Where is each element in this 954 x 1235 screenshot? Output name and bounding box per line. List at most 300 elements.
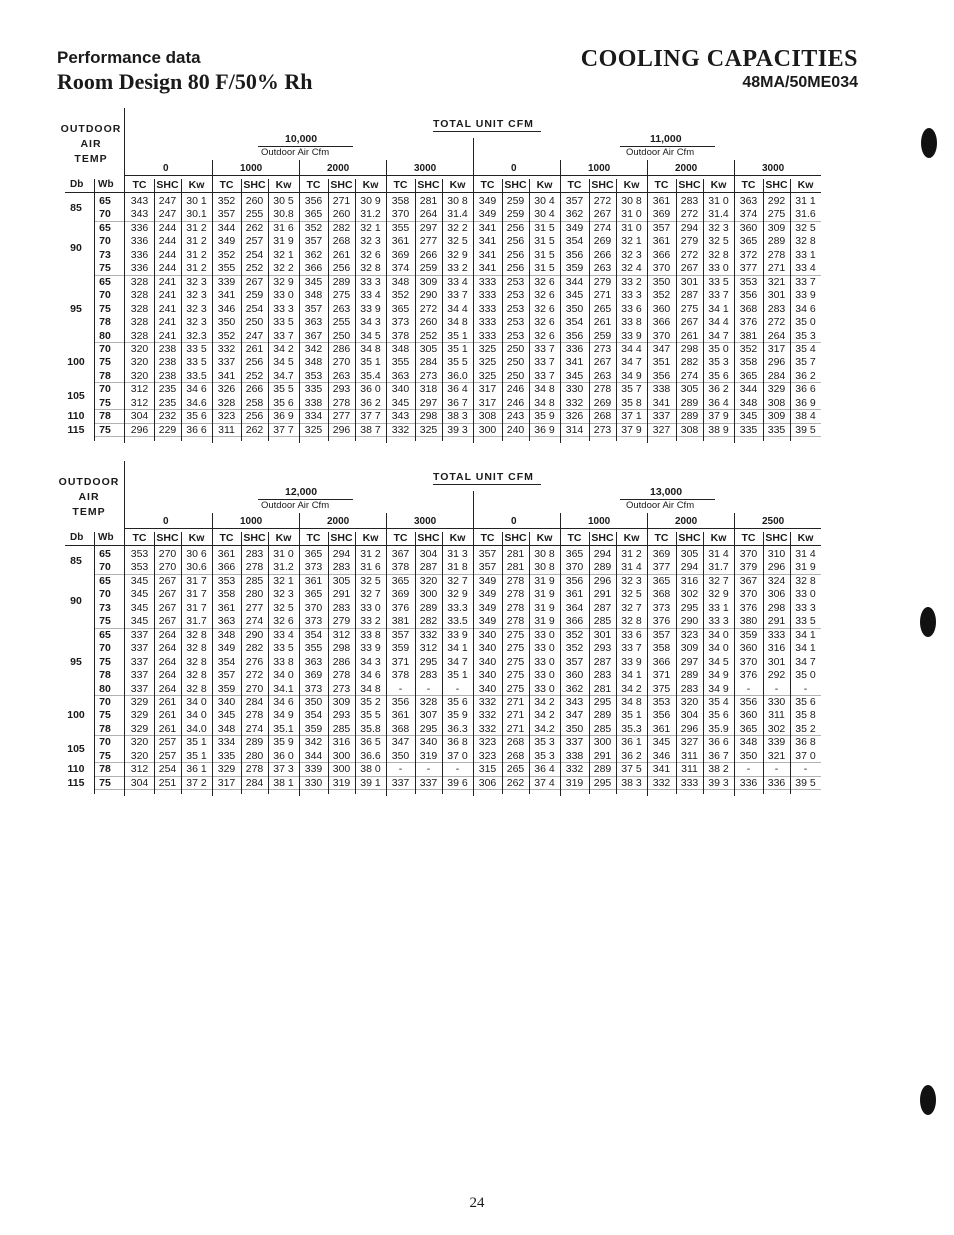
table-cell: 285	[593, 615, 612, 628]
table-cell: 250	[245, 316, 264, 329]
table-cell: 32 5	[360, 574, 381, 587]
table-cell: 337	[652, 410, 671, 423]
table-cell: 35.3	[621, 722, 642, 735]
table-cell: 36 9	[534, 423, 555, 436]
kw-header: Kw	[710, 179, 727, 191]
table-cell: 35.8	[360, 722, 381, 735]
divider	[65, 192, 821, 193]
table-cell: 34 4	[708, 316, 729, 329]
kw-header: Kw	[362, 179, 379, 191]
table-cell: 337	[130, 642, 149, 655]
table-cell: 238	[158, 342, 177, 355]
table-cell: 283	[680, 682, 699, 695]
table-cell: 301	[767, 289, 786, 302]
table-cell: 349	[478, 574, 497, 587]
table-cell: 30 5	[273, 195, 294, 207]
table-cell: 30.1	[186, 208, 207, 221]
table-cell: 31 9	[534, 601, 555, 614]
table-cell: 320	[419, 574, 438, 587]
table-cell: 244	[158, 262, 177, 275]
table-cell: 283	[419, 669, 438, 682]
wb-value: 78	[99, 410, 111, 423]
table-cell: 33.3	[447, 601, 468, 614]
table-cell: 240	[506, 423, 525, 436]
table-cell: 378	[391, 669, 410, 682]
table-cell: 282	[419, 615, 438, 628]
table-cell: 349	[217, 642, 236, 655]
table-cell: 256	[332, 262, 351, 275]
table-cell: 352	[217, 248, 236, 261]
table-cell: 283	[767, 302, 786, 315]
db-value: 110	[67, 410, 85, 423]
table-cell: 38 1	[273, 776, 294, 789]
table-cell: 381	[391, 615, 410, 628]
table-cell: 36 6	[186, 423, 207, 436]
table-cell: 34.6	[186, 396, 207, 409]
table-cell: 35 6	[447, 695, 468, 708]
table-cell: 278	[245, 709, 264, 722]
table-cell: 33 0	[534, 669, 555, 682]
table-cell: 33 0	[795, 588, 816, 601]
table-cell: 35 1	[621, 709, 642, 722]
table-cell: 273	[593, 423, 612, 436]
table-cell: 363	[304, 655, 323, 668]
table-cell: 35 1	[186, 749, 207, 762]
table-cell: 356	[304, 195, 323, 207]
table-cell: 32 8	[360, 262, 381, 275]
page-header-left	[57, 48, 312, 95]
table-cell: 31 9	[534, 574, 555, 587]
table-cell: 345	[739, 410, 758, 423]
table-cell: 283	[245, 548, 264, 560]
table-cell: 272	[680, 248, 699, 261]
table-cell: 33 9	[360, 302, 381, 315]
table-cell: 272	[419, 302, 438, 315]
wb-value: 78	[99, 369, 111, 382]
table-cell: 252	[245, 369, 264, 382]
tc-header: TC	[567, 179, 582, 191]
table-cell: 330	[304, 776, 323, 789]
wb-value: 70	[99, 588, 111, 601]
air-label: AIR	[80, 138, 102, 150]
table-cell: 369	[652, 548, 671, 560]
kw-header: Kw	[449, 179, 466, 191]
table-cell: 35 7	[621, 383, 642, 396]
table-cell: 317	[478, 396, 497, 409]
table-cell: 308	[478, 410, 497, 423]
table-cell: 35.1	[273, 722, 294, 735]
table-cell: 33 0	[534, 628, 555, 641]
table-cell: 355	[304, 642, 323, 655]
table-cell: 35 5	[273, 383, 294, 396]
table-cell: 340	[478, 655, 497, 668]
table-cell: 353	[652, 695, 671, 708]
db-value: 90	[70, 595, 82, 608]
table-cell: 332	[217, 342, 236, 355]
table-cell: 34 9	[273, 709, 294, 722]
wb-value: 75	[99, 749, 111, 762]
table-cell: 365	[304, 548, 323, 560]
table-cell: 33 9	[621, 655, 642, 668]
page-number: 24	[469, 1195, 485, 1211]
table-cell: 31 7	[186, 574, 207, 587]
outdoor-label: OUTDOOR	[60, 123, 122, 135]
table-cell: 330	[767, 695, 786, 708]
table-cell: 33 0	[273, 289, 294, 302]
table-cell: 272	[680, 208, 699, 221]
table-cell: 272	[245, 669, 264, 682]
table-cell: 282	[245, 642, 264, 655]
table-cell: 289	[332, 275, 351, 288]
table-cell: 353	[217, 574, 236, 587]
table-cell: 300	[332, 749, 351, 762]
table-cell: 35 6	[273, 396, 294, 409]
table-cell: 30 8	[621, 195, 642, 207]
table-cell: 333	[478, 302, 497, 315]
table-cell: 32 9	[447, 588, 468, 601]
table-cell: 31.4	[447, 208, 468, 221]
table-cell: 338	[565, 749, 584, 762]
table-cell: 276	[245, 655, 264, 668]
table-cell: 297	[419, 396, 438, 409]
table-cell: 32 6	[534, 329, 555, 342]
table-cell: 34 8	[360, 342, 381, 355]
table-cell: 348	[217, 722, 236, 735]
table-cell: 333	[767, 628, 786, 641]
table-cell: 246	[506, 396, 525, 409]
table-cell: 286	[332, 342, 351, 355]
table-cell: 32 7	[708, 574, 729, 587]
table-cell: 309	[680, 642, 699, 655]
table-cell: 348	[304, 356, 323, 369]
table-cell: 316	[767, 642, 786, 655]
table-cell: 256	[506, 248, 525, 261]
table-cell: 336	[130, 221, 149, 234]
table-cell: 35 6	[708, 369, 729, 382]
table-cell: 33 3	[360, 275, 381, 288]
table-cell: 36 9	[795, 396, 816, 409]
table-cell: 289	[419, 601, 438, 614]
table-cell: 279	[593, 275, 612, 288]
table-cell: 278	[506, 601, 525, 614]
table-cell: 282	[680, 356, 699, 369]
table-cell: 32 8	[186, 682, 207, 695]
table-cell: 268	[506, 749, 525, 762]
table-cell: -	[803, 763, 808, 776]
wb-value: 78	[99, 763, 111, 776]
table-cell: 359	[391, 642, 410, 655]
table-cell: 33 1	[795, 248, 816, 261]
table-cell: 366	[652, 248, 671, 261]
table-cell: 34 1	[795, 642, 816, 655]
table-cell: 32 9	[447, 248, 468, 261]
table-cell: 373	[304, 615, 323, 628]
table-cell: 279	[680, 235, 699, 248]
table-cell: 300	[332, 763, 351, 776]
table-cell: 340	[478, 682, 497, 695]
table-cell: 289	[593, 709, 612, 722]
table-cell: 336	[767, 776, 786, 789]
table-cell: 241	[158, 329, 177, 342]
table-cell: 296	[767, 356, 786, 369]
table-cell: 333	[478, 275, 497, 288]
table-cell: 287	[593, 655, 612, 668]
table-cell: 35 3	[534, 749, 555, 762]
table-cell: 341	[478, 221, 497, 234]
table-cell: 295	[680, 601, 699, 614]
table-cell: 33 7	[273, 329, 294, 342]
table-cell: 345	[652, 736, 671, 749]
table-cell: 375	[652, 682, 671, 695]
table-cell: 34 8	[360, 682, 381, 695]
table-cell: 256	[506, 262, 525, 275]
table-cell: 347	[391, 736, 410, 749]
table-cell: 32 9	[708, 588, 729, 601]
table-cell: 31 2	[360, 548, 381, 560]
table-cell: 32 1	[360, 221, 381, 234]
table-cell: 360	[565, 669, 584, 682]
table-cell: 311	[681, 763, 698, 776]
table-cell: 371	[391, 655, 410, 668]
table-cell: 341	[217, 369, 236, 382]
table-cell: 284	[419, 356, 438, 369]
table-cell: 35 0	[708, 342, 729, 355]
table-cell: 370	[652, 329, 671, 342]
table-cell: 261	[332, 248, 351, 261]
table-cell: 373	[304, 682, 323, 695]
table-cell: 254	[245, 302, 264, 315]
table-cell: 283	[332, 601, 351, 614]
table-cell: 264	[158, 655, 177, 668]
table-cell: 306	[767, 588, 786, 601]
table-cell: 320	[130, 736, 149, 749]
table-cell: 350	[565, 302, 584, 315]
table-cell: 344	[217, 221, 236, 234]
table-cell: 341	[565, 356, 584, 369]
table-cell: 269	[593, 235, 612, 248]
table-cell: 360	[739, 642, 758, 655]
table-cell: 250	[506, 356, 525, 369]
table-cell: 366	[217, 561, 236, 574]
binder-hole-mark	[921, 128, 937, 158]
table-cell: 259	[419, 262, 438, 275]
outdoor-air-cfm-value: 2000	[327, 163, 350, 174]
table-cell: 347	[652, 342, 671, 355]
table-cell: 356	[739, 289, 758, 302]
table-cell: 31 2	[186, 262, 207, 275]
table-cell: 33 5	[186, 342, 207, 355]
table-cell: 350	[217, 316, 236, 329]
table-cell: 31 5	[534, 262, 555, 275]
table-cell: 33 0	[360, 601, 381, 614]
table-cell: 37 1	[621, 410, 642, 423]
table-cell: 38 9	[708, 423, 729, 436]
table-cell: 33 0	[534, 642, 555, 655]
table-cell: 278	[245, 763, 264, 776]
table-cell: 332	[419, 628, 438, 641]
table-cell: 32 2	[447, 221, 468, 234]
table-cell: 370	[739, 588, 758, 601]
table-cell: 341	[217, 289, 236, 302]
table-cell: 255	[332, 316, 351, 329]
wb-value: 70	[99, 208, 111, 221]
wb-value: 65	[99, 628, 111, 641]
table-cell: 35 6	[186, 410, 207, 423]
table-cell: 335	[217, 749, 236, 762]
page-title: Room Design 80 F/50% Rh	[57, 69, 313, 94]
table-cell: 32 5	[447, 235, 468, 248]
table-cell: 37 0	[447, 749, 468, 762]
table-cell: 271	[332, 195, 351, 207]
table-cell: 278	[767, 248, 786, 261]
table-cell: 267	[158, 588, 177, 601]
table-cell: 275	[506, 682, 525, 695]
table-cell: 244	[158, 248, 177, 261]
table-cell: 335	[304, 383, 323, 396]
table-cell: 335	[739, 423, 758, 436]
table-cell: 350	[739, 749, 758, 762]
table-cell: 352	[391, 289, 410, 302]
table-cell: 368	[391, 722, 410, 735]
table-cell: 256	[506, 235, 525, 248]
db-value: 90	[70, 242, 82, 255]
table-cell: 345	[565, 289, 584, 302]
table-cell: 278	[506, 615, 525, 628]
table-cell: 33 4	[360, 289, 381, 302]
table-cell: 275	[680, 302, 699, 315]
table-cell: 34 1	[708, 302, 729, 315]
table-cell: 36 4	[447, 383, 468, 396]
table-cell: 253	[506, 316, 525, 329]
wb-value: 80	[99, 329, 111, 342]
table-cell: 33 3	[273, 302, 294, 315]
table-cell: 266	[419, 248, 438, 261]
table-cell: 290	[245, 628, 264, 641]
table-cell: 32 1	[621, 235, 642, 248]
table-cell: 364	[565, 601, 584, 614]
table-cell: 292	[767, 669, 786, 682]
table-cell: 39 6	[447, 776, 468, 789]
table-cell: 352	[217, 195, 236, 207]
table-cell: 33 1	[708, 601, 729, 614]
table-cell: 376	[739, 601, 758, 614]
table-cell: 271	[593, 289, 612, 302]
table-cell: 264	[419, 208, 438, 221]
table-cell: 327	[680, 736, 699, 749]
table-cell: 34 0	[273, 669, 294, 682]
table-cell: 274	[593, 221, 612, 234]
table-cell: 36 7	[708, 749, 729, 762]
table-cell: 304	[130, 776, 149, 789]
table-cell: 332	[391, 423, 410, 436]
table-cell: 250	[506, 342, 525, 355]
table-cell: 32 8	[186, 655, 207, 668]
table-cell: 289	[593, 561, 612, 574]
table-cell: 361	[217, 601, 236, 614]
table-cell: 36 2	[621, 749, 642, 762]
table-cell: 300	[593, 736, 612, 749]
table-cell: 344	[739, 383, 758, 396]
table-cell: 36 0	[360, 383, 381, 396]
table-cell: 328	[217, 396, 236, 409]
table-cell: 357	[478, 548, 497, 560]
db-value: 85	[70, 201, 82, 214]
db-value: 100	[67, 709, 85, 722]
table-cell: 34.2	[534, 722, 555, 735]
table-cell: 271	[506, 695, 525, 708]
table-cell: 300	[419, 588, 438, 601]
outdoor-air-cfm-value: 3000	[762, 163, 785, 174]
table-cell: 32 1	[273, 248, 294, 261]
binder-hole-mark	[920, 607, 936, 637]
table-cell: 37 7	[273, 423, 294, 436]
table-cell: 34 8	[447, 316, 468, 329]
table-cell: 328	[130, 289, 149, 302]
outdoor-air-cfm-value: 2500	[762, 516, 785, 527]
table-cell: 371	[652, 669, 671, 682]
table-cell: 366	[652, 316, 671, 329]
table-cell: 344	[565, 275, 584, 288]
table-cell: 252	[245, 262, 264, 275]
tc-header: TC	[306, 179, 321, 191]
table-cell: 361	[565, 588, 584, 601]
table-cell: 381	[739, 329, 758, 342]
table-cell: 362	[565, 682, 584, 695]
shc-header: SHC	[591, 179, 614, 191]
table-cell: 31 2	[186, 235, 207, 248]
table-cell: 363	[304, 316, 323, 329]
table-cell: 304	[130, 410, 149, 423]
kw-header: Kw	[797, 532, 814, 544]
table-cell: 31 6	[360, 561, 381, 574]
db-value: 115	[67, 423, 85, 436]
table-cell: 261	[245, 342, 264, 355]
db-value: 95	[70, 302, 82, 315]
table-cell: 357	[652, 628, 671, 641]
table-cell: 370	[391, 208, 410, 221]
table-cell: 341	[652, 396, 671, 409]
table-cell: 275	[332, 289, 351, 302]
table-cell: 32 8	[795, 574, 816, 587]
table-cell: 34 1	[795, 628, 816, 641]
table-cell: 367	[391, 548, 410, 560]
table-cell: 277	[332, 410, 351, 423]
table-cell: 368	[739, 302, 758, 315]
table-cell: 351	[652, 356, 671, 369]
shc-header: SHC	[765, 532, 788, 544]
table-cell: 356	[652, 369, 671, 382]
table-cell: 33 7	[534, 356, 555, 369]
table-cell: 264	[767, 329, 786, 342]
outdoor-air-cfm-value: 1000	[240, 516, 263, 527]
table-cell: 345	[391, 396, 410, 409]
table-cell: 36.6	[360, 749, 381, 762]
table-cell: 32 3	[186, 302, 207, 315]
kw-header: Kw	[710, 532, 727, 544]
table-cell: 367	[739, 574, 758, 587]
table-cell: 354	[304, 628, 323, 641]
divider	[258, 499, 353, 500]
table-cell: 36 8	[447, 736, 468, 749]
table-cell: 349	[478, 208, 497, 221]
table-cell: 298	[767, 601, 786, 614]
table-cell: 36 2	[795, 369, 816, 382]
table-cell: 287	[593, 601, 612, 614]
table-cell: 296	[130, 423, 149, 436]
table-cell: 343	[565, 695, 584, 708]
table-cell: 325	[304, 423, 323, 436]
table-cell: 348	[217, 628, 236, 641]
